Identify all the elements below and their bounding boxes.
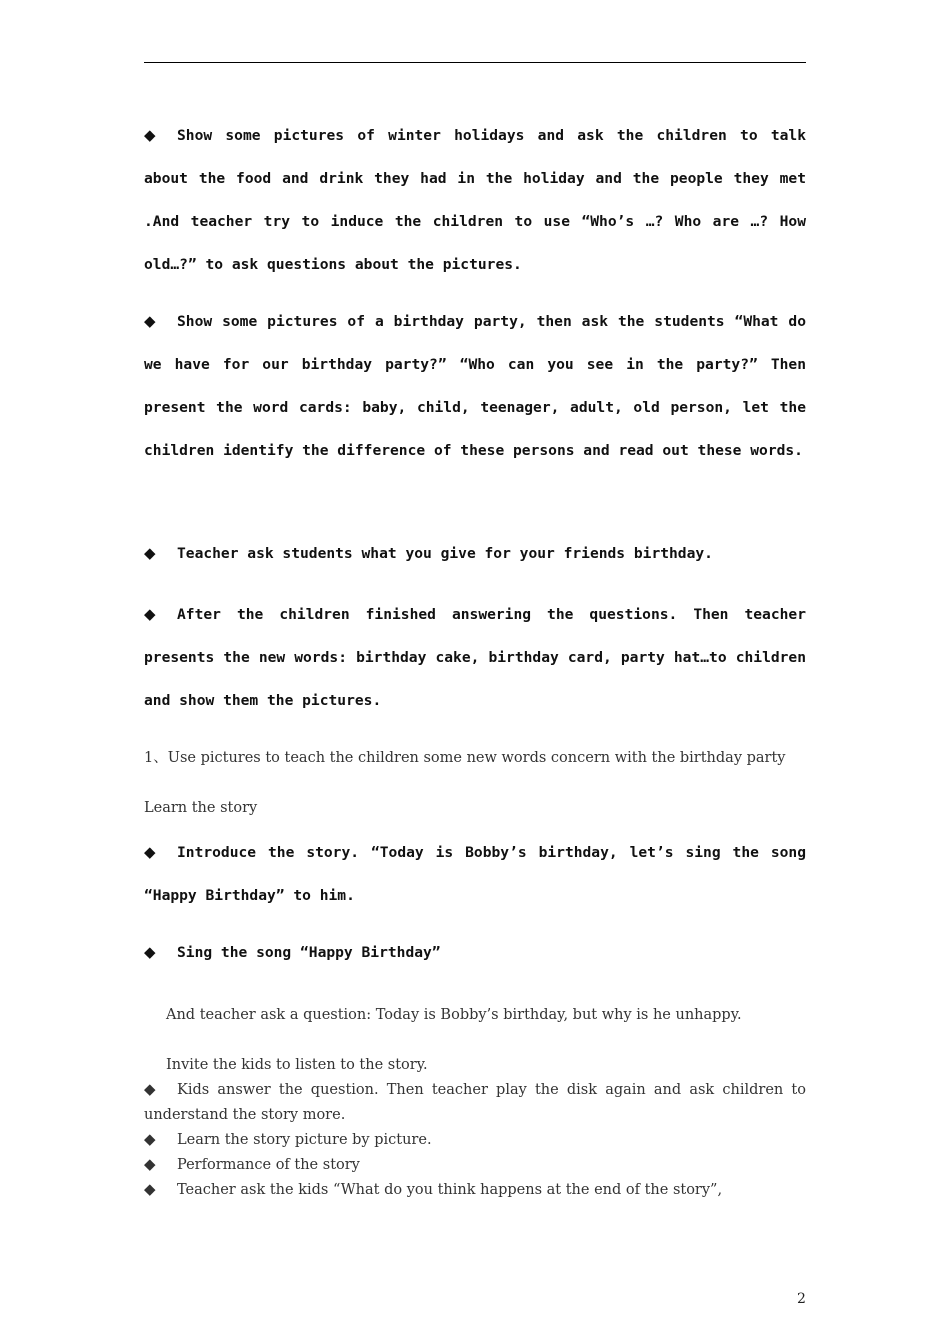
paragraph-text: And teacher ask a question: Today is Bobby’s birthday, but why is he unhappy.: [166, 1007, 742, 1023]
paragraph-new-words: [144, 593, 806, 722]
section-learn-story: [144, 796, 806, 821]
paragraph-text: Invite the kids to listen to the story.: [166, 1057, 428, 1073]
paragraph-text: Teacher ask the kids “What do you think happens at the end of the story”,: [177, 1182, 723, 1198]
paragraph-introduce-story: [144, 831, 806, 917]
diamond-bullet-icon: ◆: [144, 544, 156, 562]
paragraph-invite-kids: [166, 1053, 806, 1078]
paragraph-sing-song: [144, 931, 806, 974]
paragraph-performance: [144, 1152, 806, 1178]
diamond-bullet-icon: ◆: [144, 126, 156, 144]
diamond-bullet-icon: ◆: [144, 943, 156, 961]
paragraph-text: Kids answer the question. Then teacher play the disk again and ask children to understand the story more.: [144, 1082, 806, 1123]
paragraph-text: Sing the song “Happy Birthday”: [177, 944, 441, 961]
paragraph-text: Learn the story: [144, 800, 258, 816]
paragraph-kids-answer: [144, 1077, 806, 1128]
paragraph-text: After the children finished answering the questions. Then teacher presents the new words: birthday cake, birthday card, party hat…to children and show them the pictures.: [144, 606, 806, 709]
paragraph-text: Show some pictures of winter holidays and ask the children to talk about the food and drink they had in the holiday and the people they met .And teacher try to induce the children to use “Who’s …? Who are …? How old…?” to ask questions about the pictures.: [144, 127, 806, 273]
list-number: 1、: [144, 750, 168, 766]
numbered-item-1: [144, 746, 806, 771]
header-rule: [144, 62, 806, 63]
paragraph-friends-birthday: [144, 532, 806, 575]
diamond-bullet-icon: ◆: [144, 843, 156, 861]
diamond-bullet-icon: ◆: [144, 1155, 156, 1173]
paragraph-text: Performance of the story: [177, 1157, 360, 1173]
page-number: 2: [797, 1291, 806, 1307]
paragraph-text: Show some pictures of a birthday party, then ask the students “What do we have for our birthday party?” “Who can you see in the party?” Then present the word cards: baby, child, teenager, adult, old person, let the children identify the difference of these persons and read out these words.: [144, 313, 806, 459]
paragraph-end-of-story: [144, 1177, 806, 1203]
paragraph-text: Teacher ask students what you give for your friends birthday.: [177, 545, 713, 562]
paragraph-winter-holidays: [144, 114, 806, 286]
diamond-bullet-icon: ◆: [144, 1180, 156, 1198]
diamond-bullet-icon: ◆: [144, 1130, 156, 1148]
paragraph-teacher-question: [166, 1003, 806, 1028]
paragraph-birthday-party: [144, 300, 806, 472]
diamond-bullet-icon: ◆: [144, 605, 156, 623]
paragraph-text: Learn the story picture by picture.: [177, 1132, 432, 1148]
paragraph-text: Use pictures to teach the children some new words concern with the birthday party: [167, 750, 786, 766]
paragraph-picture-by-picture: [144, 1127, 806, 1153]
diamond-bullet-icon: ◆: [144, 1080, 156, 1098]
diamond-bullet-icon: ◆: [144, 312, 156, 330]
paragraph-text: Introduce the story. “Today is Bobby’s birthday, let’s sing the song “Happy Birthday” to him.: [144, 844, 806, 904]
